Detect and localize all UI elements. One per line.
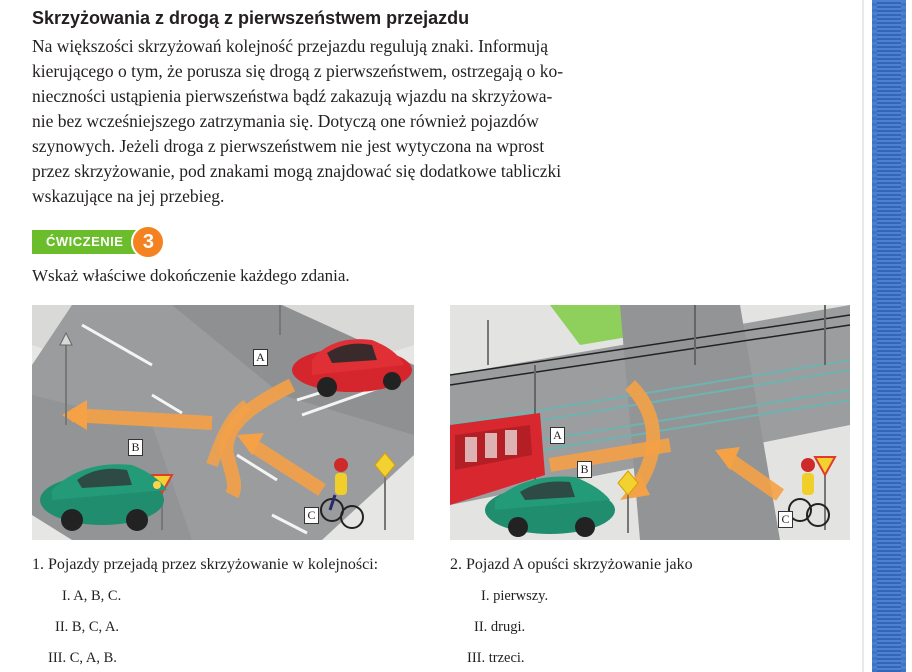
page-edge-divider: [862, 0, 864, 672]
question-1-option[interactable]: II. B, C, A.: [55, 619, 120, 635]
paragraph-line: przez skrzyżowanie, pod znakami mogą znajdować się dodatkowe tabliczki: [32, 161, 562, 181]
paragraph-line: Na większości skrzyżowań kolejność przejazdu regulują znaki. Informują: [32, 36, 549, 56]
exercise-label: ĆWICZENIE: [32, 230, 137, 254]
question-1-option[interactable]: I. A, B, C.: [62, 588, 122, 604]
vehicle-marker-c: C: [304, 507, 319, 524]
exercise-instruction: Wskaż właściwe dokończenie każdego zdania.: [32, 266, 350, 285]
question-1: 1. Pojazdy przejadą przez skrzyżowanie w kolejności:: [32, 556, 379, 573]
intersection-illustration-2: [450, 305, 850, 540]
vehicle-marker-a: A: [550, 427, 565, 444]
intersection-scene-1: [32, 305, 414, 540]
vehicle-marker-b: B: [128, 439, 143, 456]
question-2-option[interactable]: II. drugi.: [474, 619, 526, 635]
paragraph-line: nie bez wcześniejszego zatrzymania się. Dotyczą one również pojazdów: [32, 111, 539, 131]
intersection-illustration-1: [32, 305, 414, 540]
question-2: 2. Pojazd A opuści skrzyżowanie jako: [450, 556, 693, 573]
vehicle-marker-c: C: [778, 511, 793, 528]
paragraph-line: kierującego o tym, że porusza się drogą z pierwszeństwem, ostrzegają o ko-: [32, 61, 564, 81]
intersection-scene-2: [450, 305, 850, 540]
exercise-number-badge: 3: [131, 225, 165, 259]
vehicle-marker-b: B: [577, 461, 592, 478]
section-title: Skrzyżowania z drogą z pierwszeństwem przejazdu: [32, 8, 470, 28]
question-1-option[interactable]: III. C, A, B.: [48, 650, 117, 666]
exercise-header: [32, 228, 165, 256]
question-2-option[interactable]: I. pierwszy.: [481, 588, 549, 604]
question-2-option[interactable]: III. trzeci.: [467, 650, 525, 666]
paragraph-line: szynowych. Jeżeli droga z pierwszeństwem nie jest wytyczona na wprost: [32, 136, 545, 156]
intro-paragraph: [32, 34, 630, 209]
side-scroll-thumb[interactable]: [877, 0, 901, 672]
vehicle-marker-a: A: [253, 349, 268, 366]
paragraph-line: wskazujące na jej przebieg.: [32, 186, 225, 206]
paragraph-line: nieczności ustąpienia pierwszeństwa bądź zakazują wjazdu na skrzyżowa-: [32, 86, 553, 106]
